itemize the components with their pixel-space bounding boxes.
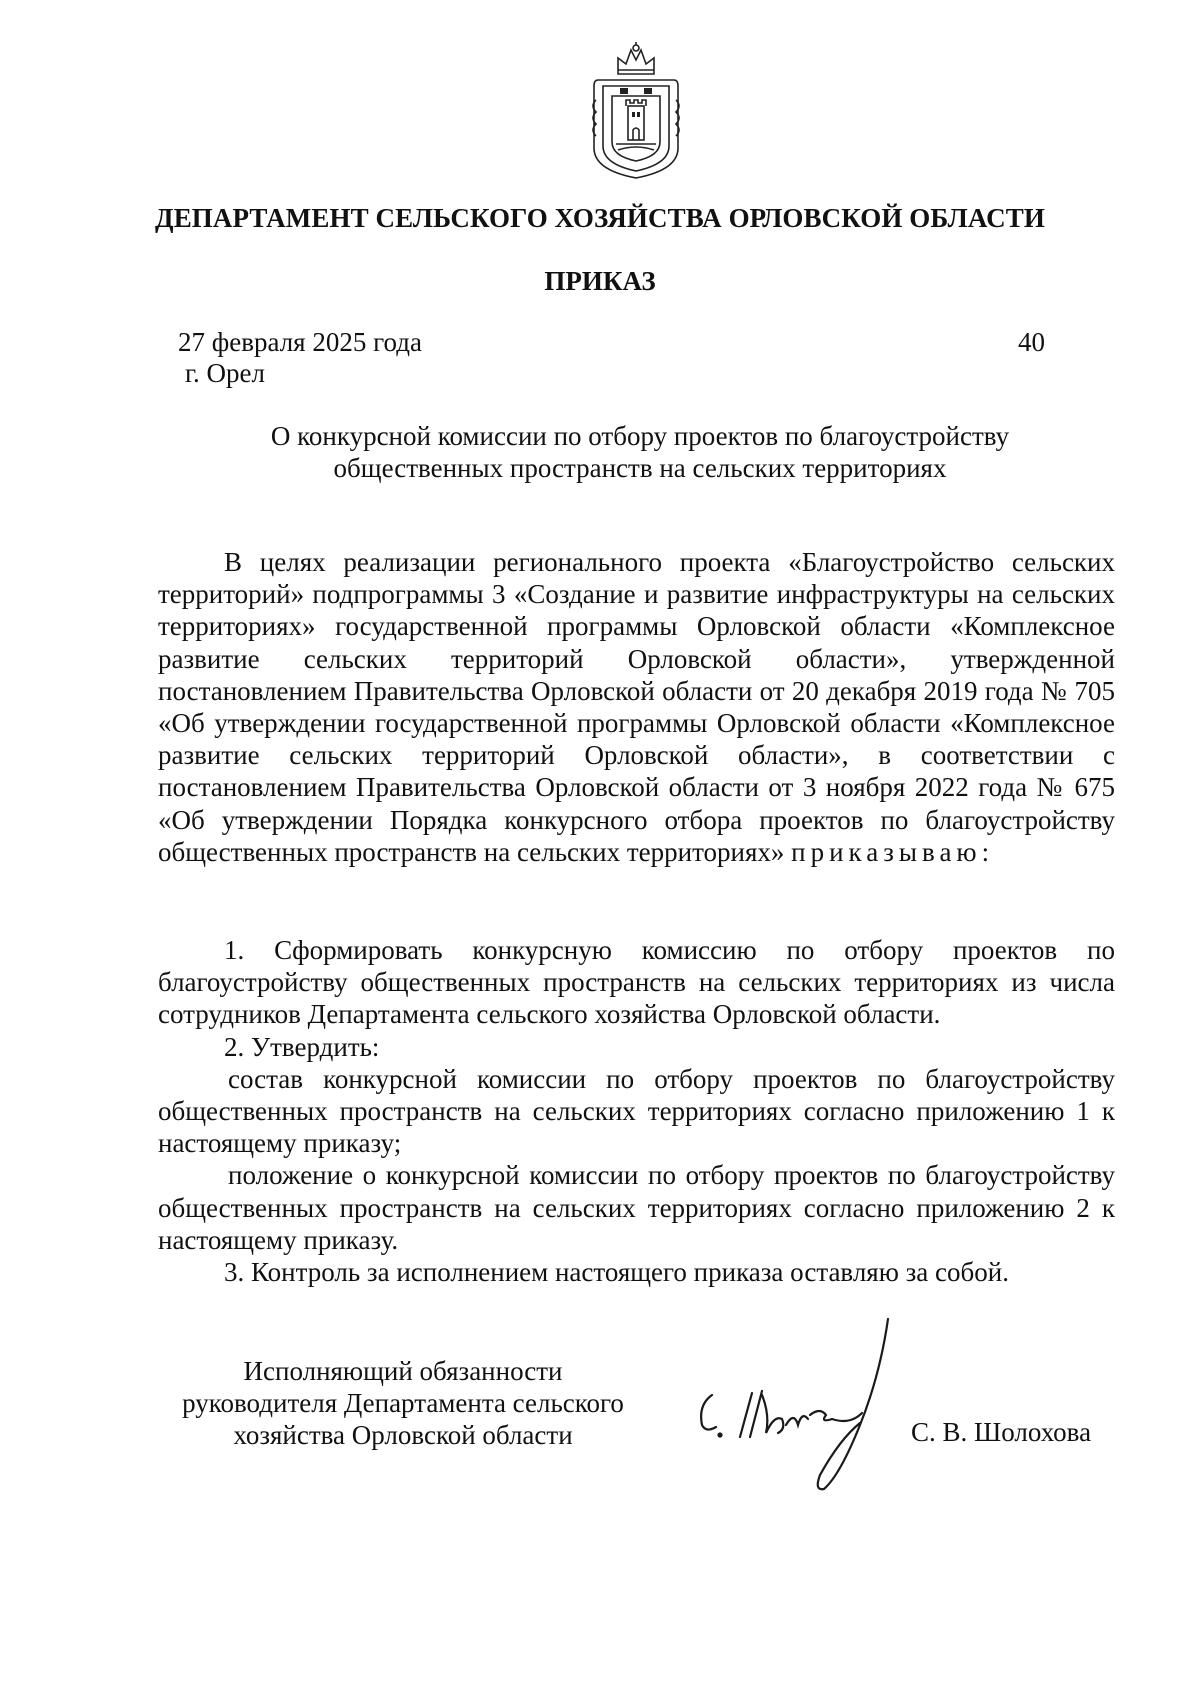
order-subject: [200, 420, 1080, 484]
signatory-name: С. В. Шолохова: [911, 1417, 1092, 1447]
handwritten-signature: [690, 1315, 920, 1495]
position-line-2: руководителя Департамента сельского: [182, 1388, 624, 1418]
preamble-paragraph: [158, 546, 1115, 868]
coat-of-arms-icon: [588, 40, 684, 182]
position-line-3: хозяйства Орловской области: [233, 1420, 573, 1450]
order-item-2b: положение о конкурсной комиссии по отбору проектов по благоустройству общественных пространств на сельских территориях согласно приложению 2 к настоящему приказу.: [158, 1160, 1115, 1255]
order-item-1: 1. Сформировать конкурсную комиссию по отбору проектов по благоустройству общественных пространств на сельских территориях из числа сотрудников Департамента сельского хозяйства Орловской области.: [158, 935, 1115, 1030]
order-items: [158, 934, 1115, 1288]
order-verb: приказываю:: [791, 836, 995, 867]
order-item-3: 3. Контроль за исполнением настоящего приказа оставляю за собой.: [224, 1257, 1009, 1288]
department-title: ДЕПАРТАМЕНТ СЕЛЬСКОГО ХОЗЯЙСТВА ОРЛОВСКОЙ ОБЛАСТИ: [155, 203, 1045, 233]
order-date: 27 февраля 2025 года: [178, 327, 422, 357]
subject-line-2: общественных пространств на сельских территориях: [333, 453, 947, 483]
signatory-position: [158, 1355, 648, 1451]
order-item-2: 2. Утвердить:: [224, 1031, 380, 1062]
subject-line-1: О конкурсной комиссии по отбору проектов по благоустройству: [270, 421, 1010, 451]
preamble-text: В целях реализации регионального проекта «Благоустройство сельских территорий» подпрограммы 3 «Создание и развитие инфраструктуры на сельских территориях» государственной программы Орловской области «Комплексное развитие сельских территорий Орловской области», утвержденной постановлением Правительства Орловской области от 20 декабря 2019 года № 705 «Об утверждении государственной программы Орловской области «Комплексное развитие сельских территорий Орловской области», в соответствии с постановлением Правительства Орловской области от 3 ноября 2022 года № 675 «Об утверждении Порядка конкурсного отбора проектов по благоустройству общественных пространств на сельских территориях»: [158, 547, 1115, 867]
position-line-1: Исполняющий обязанности: [243, 1356, 563, 1386]
document-type-title: ПРИКАЗ: [544, 266, 656, 296]
order-city: г. Орел: [185, 358, 265, 388]
order-item-2a: состав конкурсной комиссии по отбору проектов по благоустройству общественных пространств на сельских территориях согласно приложению 1 к настоящему приказу;: [158, 1063, 1115, 1159]
order-number: 40: [1018, 327, 1045, 357]
